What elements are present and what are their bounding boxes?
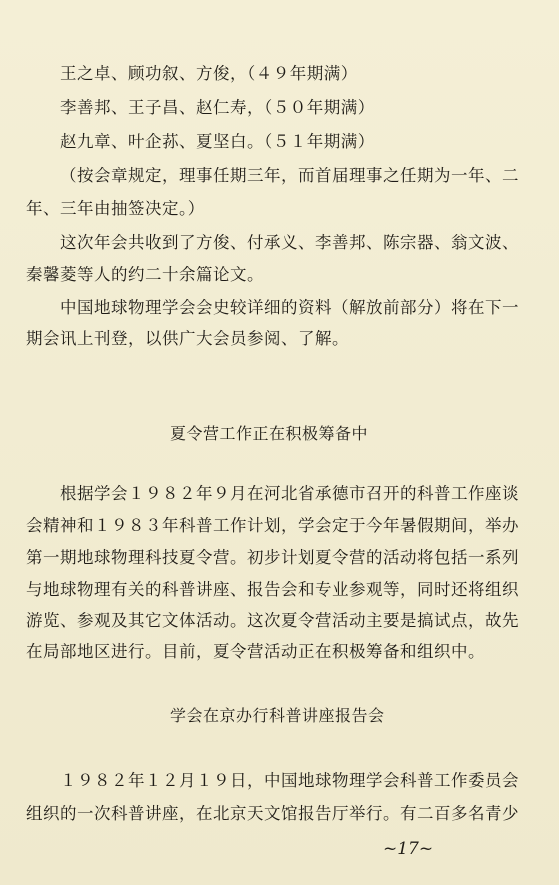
text-line: 赵九章、叶企荪、夏坚白。（５１年期满） — [60, 132, 375, 151]
section-heading: 夏令营工作正在积极筹备中 — [170, 424, 369, 443]
text-line: 在局部地区进行。目前，夏令营活动正在积极筹备和组织中。 — [26, 642, 485, 661]
text-line: （按会章规定，理事任期三年，而首届理事之任期为一年、二 — [60, 166, 519, 185]
text-line: 组织的一次科普讲座，在北京天文馆报告厅举行。有二百多名青少 — [26, 804, 519, 823]
page-number: ~17~ — [383, 839, 434, 859]
text-line: 第一期地球物理科技夏令营。初步计划夏令营的活动将包括一系列 — [26, 548, 519, 567]
text-line: 期会讯上刊登，以供广大会员参阅、了解。 — [26, 329, 349, 348]
text-line: １９８２年１２月１９日，中国地球物理学会科普工作委员会 — [60, 771, 519, 790]
text-line: 这次年会共收到了方俊、付承义、李善邦、陈宗器、翁文波、 — [60, 233, 519, 252]
text-line: 秦馨菱等人的约二十余篇论文。 — [26, 265, 264, 284]
text-line: 游览、参观及其它文体活动。这次夏令营活动主要是搞试点，故先 — [26, 611, 519, 630]
text-line: 年、三年由抽签决定。） — [26, 199, 205, 218]
text-line: 会精神和１９８３年科普工作计划，学会定于今年暑假期间，举办 — [26, 516, 519, 535]
text-line: 王之卓、顾功叙、方俊，（４９年期满） — [60, 64, 358, 83]
text-line: 与地球物理有关的科普讲座、报告会和专业参观等，同时还将组织 — [26, 580, 519, 599]
section-heading: 学会在京办行科普讲座报告会 — [170, 706, 385, 725]
text-line: 根据学会１９８２年９月在河北省承德市召开的科普工作座谈 — [60, 484, 519, 503]
text-line: 李善邦、王子昌、赵仁寿，（５０年期满） — [60, 98, 375, 117]
text-line: 中国地球物理学会会史较详细的资料（解放前部分）将在下一 — [60, 298, 519, 317]
